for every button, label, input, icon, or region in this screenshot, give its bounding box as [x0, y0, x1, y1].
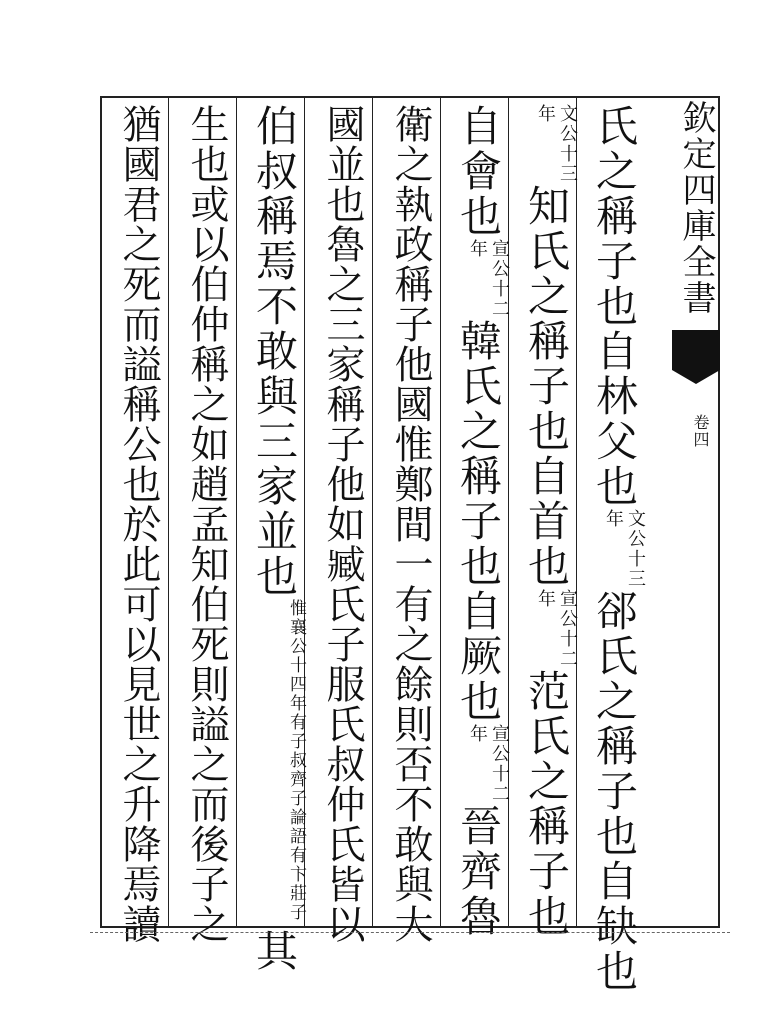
- text-column-1: [582, 104, 646, 994]
- text-column-6: [242, 104, 306, 974]
- text-column-8: [106, 104, 170, 944]
- main-text: 其: [250, 929, 299, 974]
- book-title: 欽定四庫全書: [676, 100, 716, 316]
- main-text: 猶國君之死而謚稱公也於此可以見世之升降焉讀: [116, 104, 161, 944]
- main-text: 生也或以伯仲稱之如趙孟知伯死則謚之而後子之: [184, 104, 229, 944]
- annotation-note: 文公十三年: [603, 509, 646, 589]
- text-column-2: [514, 104, 578, 939]
- main-text: 范氏之稱子也: [522, 669, 571, 939]
- main-text: 韓氏之稱子也自厥也: [454, 319, 503, 724]
- fish-tail-mark: [672, 330, 720, 370]
- text-column-7: [174, 104, 238, 944]
- main-text: 知氏之稱子也自首也: [522, 184, 571, 589]
- main-text: 衛之執政稱子他國惟鄭間一有之餘則否不敢與大: [388, 104, 433, 944]
- main-text: 郤氏之稱子也自缺也: [590, 589, 639, 994]
- volume-label: 卷四: [691, 414, 710, 448]
- main-text: 晉齊魯: [454, 804, 503, 939]
- text-column-3: [446, 104, 510, 939]
- main-text: 氏之稱子也自林父也: [590, 104, 639, 509]
- main-text: 國並也魯之三家稱子他如臧氏子服氏叔仲氏皆以: [320, 104, 365, 944]
- main-text: 伯叔稱焉不敢與三家並也: [250, 104, 299, 599]
- annotation-note: 惟襄公十四年有子叔齊子論語有卞莊子: [286, 599, 306, 922]
- text-column-5: [310, 104, 374, 944]
- main-text: 自會也: [454, 104, 503, 239]
- annotation-note: 宣公十二年: [467, 239, 510, 319]
- annotation-note: 宣公十二年: [535, 589, 578, 669]
- bottom-rule: [90, 932, 730, 933]
- text-column-4: [378, 104, 442, 944]
- annotation-note: 宣公十二年: [467, 724, 510, 804]
- annotation-note: 文公十三年: [535, 104, 578, 184]
